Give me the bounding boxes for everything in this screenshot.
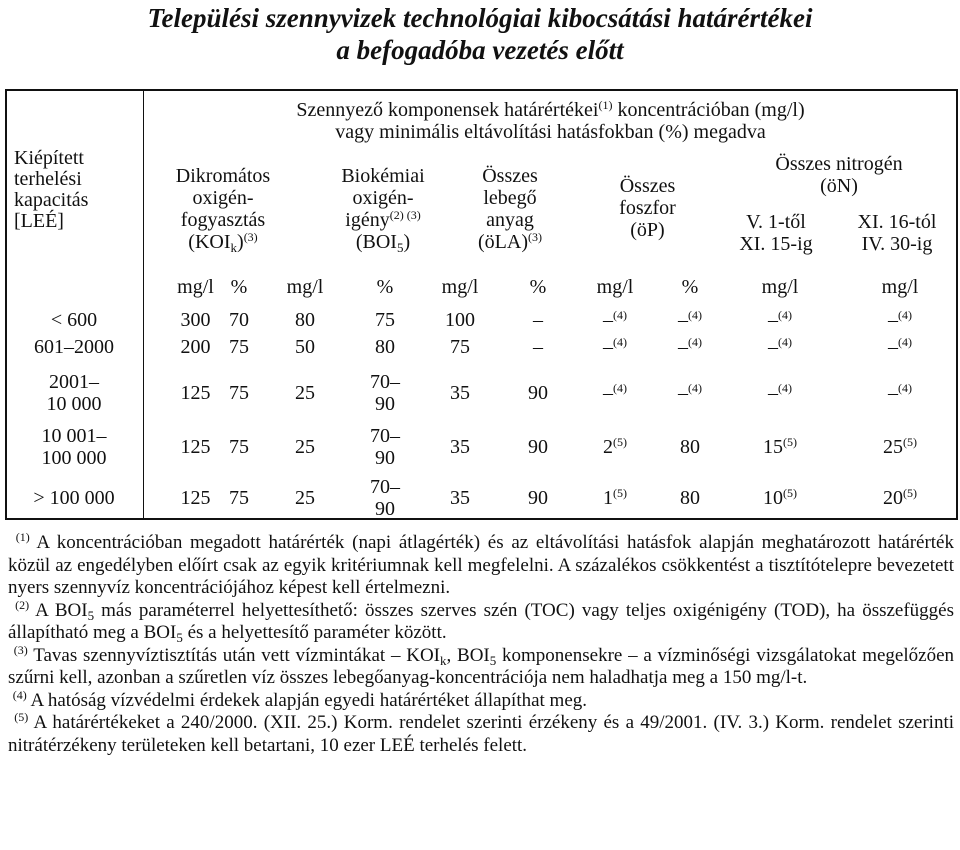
capacity-line: > 100 000 (33, 486, 115, 509)
unit-cell: % (230, 276, 248, 298)
n1-cell (730, 382, 830, 404)
op-mg-cell (575, 336, 655, 358)
components-header-text: Szennyező komponensek határértékei (296, 99, 599, 121)
footnote-ref: (4) (898, 307, 912, 322)
footnote-marker: (2) (15, 597, 30, 612)
boi-pct-cell (360, 476, 410, 520)
koi-header-symbol (143, 231, 303, 253)
footnote-marker: (5) (14, 710, 29, 724)
value: 1 (603, 486, 613, 509)
ola-mg-cell (420, 382, 500, 404)
footnote-ref: (4) (778, 307, 792, 322)
footnote-ref: (4) (613, 307, 627, 322)
footnote-text: Tavas szennyvíztisztítás után vett vízmintákat – KOI (27, 644, 441, 666)
value: 35 (450, 436, 470, 458)
capacity-header-line: Kiépített (14, 147, 84, 169)
boi-symbol-text: (BOI (355, 231, 397, 253)
value: – (888, 308, 898, 331)
value: 80 (680, 486, 700, 509)
op-mg-cell (575, 487, 655, 509)
value: – (533, 335, 543, 358)
unit-cell: % (529, 276, 547, 298)
footnote-ref: (5) (613, 485, 627, 500)
ola-mg-cell (420, 487, 500, 509)
on-period-line: IV. 30-ig (861, 233, 933, 255)
capacity-line: 10 000 (46, 393, 102, 415)
koi-pct-cell (214, 309, 264, 331)
capacity-header (14, 148, 88, 232)
n2-cell (850, 382, 950, 404)
koi-pct-cell (214, 487, 264, 509)
footnote-ref: (4) (778, 381, 792, 395)
op-pct-cell (660, 336, 720, 358)
components-header-line-2: vagy minimális eltávolítási hatásfokban (%) megadva (335, 121, 766, 143)
footnote-ref: (5) (903, 435, 917, 449)
subscript: 5 (396, 240, 404, 255)
footnote-ref: (5) (783, 485, 797, 500)
capacity-cell (5, 309, 143, 331)
footnote-marker: (4) (12, 687, 27, 702)
n2-cell (850, 309, 950, 331)
value-line: 90 (375, 447, 395, 469)
value: 10 (763, 486, 783, 509)
footnote-text: A koncentrációban megadott határérték (napi átlagérték) és az eltávolítási hatásfok alapján meghatározott határérték közül az engedélyben előírt csak az egyik kritériumnak kell megfelelni. A százalékos csökkentést a tisztítótelepre bevezetett nyers szennyvíz koncentrációjához képest kell értelmezni. (8, 532, 954, 598)
document-title-line-2: a befogadóba vezetés előtt (336, 35, 624, 65)
boi-pct-cell (360, 309, 410, 331)
capacity-cell (5, 336, 143, 358)
footnote-5 (8, 712, 954, 757)
boi-mg-cell (265, 487, 345, 509)
ola-mg-cell (420, 336, 500, 358)
boi-mg-cell (265, 336, 345, 358)
koi-symbol-text: (KOI (188, 231, 231, 253)
n2-cell (850, 487, 950, 509)
ola-header-symbol (440, 231, 580, 253)
value: – (768, 335, 778, 358)
value: 35 (450, 486, 470, 509)
footnote-ref: (5) (903, 485, 917, 500)
capacity-cell (5, 425, 143, 469)
koi-symbol-text: ) (237, 231, 244, 253)
ola-header-line: lebegő (483, 187, 537, 209)
footnote-3 (8, 642, 954, 690)
footnote-ref: (4) (688, 381, 702, 395)
footnote-ref: (4) (613, 334, 627, 349)
footnote-ref: (4) (688, 334, 702, 349)
ola-mg-cell (420, 309, 500, 331)
capacity-header-line: kapacitás (14, 189, 89, 211)
boi-header-line (303, 209, 463, 231)
boi-header-symbol (303, 231, 463, 253)
ola-pct-cell (513, 309, 563, 331)
boi-header-line: oxigén- (352, 187, 414, 209)
value-line: 70– (370, 371, 400, 393)
ola-header (440, 165, 580, 253)
ola-pct-cell (513, 487, 563, 509)
footnotes (8, 532, 954, 757)
op-pct-cell (660, 487, 720, 509)
value: 80 (295, 308, 315, 331)
value: 2 (603, 436, 613, 458)
on-period-line: XI. 16-tól (857, 211, 937, 233)
boi-pct-cell (360, 336, 410, 358)
capacity-line: 10 001– (41, 425, 107, 447)
boi-mg-cell (265, 436, 345, 458)
boi-header-line: Biokémiai (341, 165, 425, 187)
n1-cell (730, 436, 830, 458)
ola-pct-cell (513, 436, 563, 458)
on-header (720, 153, 958, 197)
value: – (888, 335, 898, 358)
footnote-ref: (4) (688, 307, 702, 322)
footnote-4 (8, 687, 954, 713)
on-header-line: (öN) (820, 175, 858, 197)
on-period-line: V. 1-től (746, 211, 806, 233)
value: 300 (180, 308, 211, 331)
value: – (603, 382, 613, 404)
value: 35 (450, 382, 470, 404)
footnote-marker: (1) (15, 530, 30, 544)
footnote-ref: (3) (243, 230, 258, 244)
subscript: k (230, 240, 238, 255)
value: 50 (295, 335, 315, 358)
footnote-2 (8, 597, 954, 645)
footnote-text: és a helyettesítő paraméter között. (182, 622, 447, 643)
n2-cell (850, 436, 950, 458)
footnote-marker: (3) (13, 642, 28, 657)
unit-cell: % (681, 276, 699, 298)
capacity-line: 2001– (49, 371, 99, 393)
value: 200 (180, 335, 211, 358)
ola-pct-cell (513, 382, 563, 404)
value: 25 (295, 486, 315, 509)
boi-header (303, 165, 463, 253)
value: 75 (450, 335, 470, 358)
footnote-ref: (5) (783, 435, 797, 449)
footnote-text: más paraméterrel helyettesíthető: összes szerves szén (TOC) vagy teljes oxigénigény (TOD), ha összefüggés állapítható meg a BOI (8, 599, 954, 643)
koi-pct-cell (214, 382, 264, 404)
op-header (575, 175, 720, 241)
value: 25 (295, 382, 315, 404)
value-line: 70– (370, 475, 400, 498)
value: 75 (229, 486, 249, 509)
on-period-2-header (838, 211, 956, 255)
footnote-text: , BOI (446, 644, 490, 666)
op-mg-cell (575, 382, 655, 404)
capacity-line: 100 000 (41, 447, 107, 469)
unit-cell: % (376, 276, 394, 298)
value-line: 90 (375, 497, 395, 520)
n1-cell (730, 309, 830, 331)
value: 125 (180, 486, 211, 509)
footnote-text: A BOI (29, 599, 88, 621)
value: 90 (528, 436, 548, 458)
on-period-line: XI. 15-ig (739, 233, 813, 255)
footnote-ref: (4) (898, 381, 912, 395)
unit-cell: mg/l (441, 276, 479, 298)
value: – (678, 335, 688, 358)
n2-cell (850, 336, 950, 358)
footnote-ref: (2) (3) (389, 208, 421, 222)
value: – (678, 308, 688, 331)
unit-cell: mg/l (881, 276, 919, 298)
on-period-1-header (720, 211, 832, 255)
value-line: 70– (370, 425, 400, 447)
document-title-line-1: Települési szennyvizek technológiai kibocsátási határértékei (147, 3, 813, 33)
n1-cell (730, 487, 830, 509)
boi-header-text: igény (345, 209, 390, 231)
subscript: 5 (87, 607, 95, 623)
value: 75 (229, 436, 249, 458)
value: 90 (528, 382, 548, 404)
koi-pct-cell (214, 436, 264, 458)
value: – (888, 382, 898, 404)
unit-cell: mg/l (761, 276, 799, 298)
footnote-ref: (3) (527, 230, 542, 244)
capacity-line: < 600 (50, 308, 98, 331)
value: – (768, 308, 778, 331)
op-mg-cell (575, 309, 655, 331)
value: 75 (229, 382, 249, 404)
boi-mg-cell (265, 382, 345, 404)
koi-header-line: Dikromátos (175, 165, 271, 187)
components-header-line-1 (143, 99, 958, 121)
koi-header-line: fogyasztás (180, 209, 266, 231)
footnote-ref: (4) (778, 334, 792, 349)
value: 25 (883, 436, 903, 458)
value: 125 (180, 436, 211, 458)
subscript: 5 (489, 652, 497, 668)
on-header-line: Összes nitrogén (775, 153, 903, 175)
value: 25 (295, 436, 315, 458)
capacity-cell (5, 371, 143, 415)
capacity-header-line: terhelési (14, 168, 82, 190)
components-header-text: koncentrációban (mg/l) (612, 99, 805, 121)
op-pct-cell (660, 436, 720, 458)
ola-pct-cell (513, 336, 563, 358)
value: 80 (680, 436, 700, 458)
op-header-line: (öP) (630, 219, 665, 241)
ola-header-line: Összes (482, 165, 538, 187)
unit-cell: mg/l (596, 276, 634, 298)
footnote-text: komponensekre – a vízminőségi vizsgálatokat megelőzően szűrni kell, azonban a szűretlen víz összes lebegőanyag-koncentrációja nem haladhatja meg a 150 mg/l-t. (8, 644, 954, 688)
value: – (603, 308, 613, 331)
ola-header-line: anyag (486, 209, 534, 231)
capacity-cell (5, 487, 143, 509)
value-line: 80 (375, 335, 395, 358)
value: 100 (445, 308, 475, 331)
footnote-text: A hatóság vízvédelmi érdekek alapján egyedi határértéket állapíthat meg. (26, 689, 588, 711)
op-pct-cell (660, 382, 720, 404)
value: – (603, 335, 613, 358)
footnote-ref: (4) (613, 381, 627, 395)
op-header-line: foszfor (619, 197, 676, 219)
subscript: 5 (176, 630, 183, 645)
value: – (768, 382, 778, 404)
boi-mg-cell (265, 309, 345, 331)
unit-cell: mg/l (177, 276, 214, 298)
value: 20 (883, 486, 903, 509)
value: 15 (763, 436, 783, 458)
unit-cell: mg/l (286, 276, 324, 298)
footnote-1 (8, 532, 954, 600)
koi-pct-cell (214, 336, 264, 358)
footnote-ref: (5) (613, 435, 627, 449)
boi-symbol-text: ) (403, 231, 411, 253)
koi-header (143, 165, 303, 253)
value: 75 (229, 335, 249, 358)
subscript: k (440, 652, 447, 668)
op-mg-cell (575, 436, 655, 458)
value: 125 (180, 382, 211, 404)
capacity-line: 601–2000 (34, 335, 114, 358)
value: 70 (229, 308, 249, 331)
koi-header-line: oxigén- (192, 187, 254, 209)
boi-pct-cell (360, 425, 410, 469)
ola-symbol-text: (öLA) (478, 231, 528, 253)
footnote-ref: (4) (898, 334, 912, 349)
n1-cell (730, 336, 830, 358)
value: – (678, 382, 688, 404)
value: – (533, 308, 543, 331)
footnote-text: A határértékeket a 240/2000. (XII. 25.) Korm. rendelet szerinti érzékeny és a 49/2001. (IV. 3.) Korm. rendelet szerinti nitrátérzékeny területeken kell betartani, 10 ezer LEÉ terhelés felett. (8, 712, 955, 756)
value: 90 (528, 486, 548, 509)
footnote-ref: (1) (598, 98, 613, 112)
value-line: 90 (375, 393, 395, 415)
op-header-line: Összes (619, 175, 676, 197)
boi-pct-cell (360, 371, 410, 415)
capacity-header-line: [LEÉ] (14, 210, 64, 232)
value-line: 75 (375, 308, 395, 331)
op-pct-cell (660, 309, 720, 331)
ola-mg-cell (420, 436, 500, 458)
